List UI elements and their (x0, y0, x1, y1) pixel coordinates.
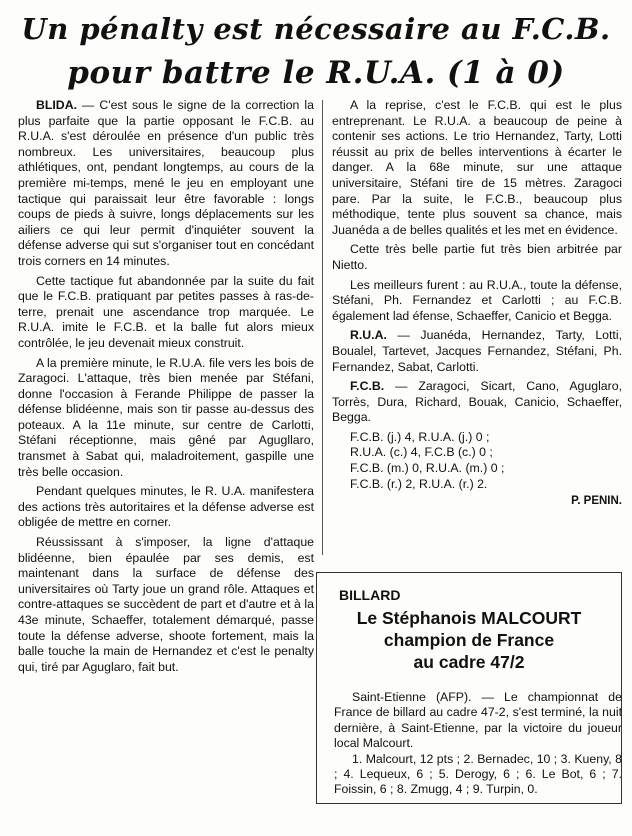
article-headline (0, 6, 632, 96)
lineup-fcb-label: F.C.B. (350, 379, 385, 394)
billard-dateline: Saint-Etienne (AFP). (352, 690, 472, 704)
lineup-fcb (332, 379, 622, 426)
paragraph-6: A la reprise, c'est le F.C.B. qui est le plus entreprenant. Le R.U.A. a beaucoup de peine à contenir ses actions. Le trio Hernandez, Tarty, Lotti réussit au prix de belles interventions à écarter le danger. A la 68e minute, sur une attaque universitaire, Stéfani tire de 15 mètres. Zaragoci pare. Par la suite, le F.C.B., beaucoup plus méthodique, tente plus souvent sa chance, mais Juanéda a de belles qualités et les met en évidence. (332, 98, 622, 237)
paragraph-3: A la première minute, le R.U.A. file vers les bois de Zaragoci. L'attaque, très bien menée par Stéfani, donne l'occasion à Ferande Philippe de passer la défense blidéenne, mais son tir passe au-dessus des poteaux. A la 11e minute, sur centre de Carlotti, Stéfani réceptionne, mais gêné par Agugllaro, transmet à Sabat qui, maladroitement, gaspille une très belle occasion. (18, 355, 314, 479)
billard-paragraph-text: — Le championnat de France de billard au cadre 47-2, s'est terminé, la nuit dernière, à Saint-Etienne, par la victoire du joueur local Malcourt. (334, 690, 622, 751)
result-line-1: F.C.B. (j.) 4, R.U.A. (j.) 0 ; (350, 429, 490, 444)
billard-paragraph (334, 690, 622, 752)
paragraph-7: Cette très belle partie fut très bien arbitrée par Nietto. (332, 242, 622, 272)
paragraph-4: Pendant quelques minutes, le R. U.A. manifestera des actions très autoritaires et la défense adverse est obligée de mettre en corner. (18, 484, 314, 530)
column-divider (322, 100, 323, 555)
billard-headline (317, 607, 621, 673)
dateline: BLIDA. (36, 98, 77, 112)
lineup-fcb-text: — Zaragoci, Sicart, Cano, Aguglaro, Torrès, Dura, Richard, Bouak, Canicio, Schaeffer, Begga. (332, 379, 622, 425)
billard-article (334, 690, 622, 798)
paragraph-1-text: — C'est sous le signe de la correction la plus parfaite que la partie opposant le F.C.B. au R.U.A. s'est déroulée en présence d'un public très nombreux. Les universitaires, beaucoup plus athlétiques, ont, pendant longtemps, au cours de la première mi-temps, mené le jeu en employant une tactique qui paraissait leur être favorable : longs coups de pieds à suivre, longs déplacements sur les ailiers ce qui leur permit d'inquiéter souvent la défense adverse qui sut s'organiser tout en concédant trois corners en 14 minutes. (18, 98, 314, 268)
billard-section-tag: BILLARD (339, 587, 401, 603)
lineup-rua-text: — Juanéda, Hernandez, Tarty, Lotti, Boualel, Tartevet, Jacques Fernandez, Stéfani, Ph. Fernandez, Sabat, Carlotti. (332, 328, 622, 374)
result-line-4: F.C.B. (r.) 2, R.U.A. (r.) 2. (350, 476, 488, 491)
paragraph-5: Réussissant à s'imposer, la ligne d'attaque blidéenne, bien épaulée par ses demis, est maintenant dans la surface de défense des universitaires où Tarty joue un grand rôle. Attaques et contre-attaques se succèdent de part et d'autre et à la 43e minute, Schaeffer, totalement démarqué, passe toute la défense adverse, shoote fortement, mais la balle touche la main de Hernandez et c'est le penalty qui, tiré par Aguglaro, fait but. (18, 535, 314, 674)
paragraph-1 (18, 98, 314, 270)
article-column-1 (18, 98, 314, 679)
paragraph-2: Cette tactique fut abandonnée par la suite du fait que le F.C.B. pratiquant par petites passes à ras-de-terre, prenait une ascendance trop marquée. Le R.U.A. imite le F.C.B. et la balle fut alors mieux contrôlée, le jeu devenait mieux construit. (18, 273, 314, 350)
lineup-rua-label: R.U.A. (350, 328, 387, 343)
billard-results: 1. Malcourt, 12 pts ; 2. Bernadec, 10 ; 3. Kueny, 8 ; 4. Lequeux, 6 ; 5. Derogy, 6 ; 6. Le Bot, 6 ; 7. Foissin, 6 ; 8. Zmugg, 4 ; 9. Turpin, 0. (334, 751, 622, 797)
article-column-2 (332, 98, 622, 514)
billard-headline-line-1: Le Stéphanois MALCOURT (356, 608, 582, 628)
billard-headline-line-3: au cadre 47/2 (413, 652, 525, 672)
headline-line-1: Un pénalty est nécessaire au F.C.B. (21, 12, 611, 46)
author-signature: P. PENIN. (571, 495, 622, 508)
lineup-rua (332, 328, 622, 375)
billard-headline-line-2: champion de France (383, 630, 555, 650)
paragraph-8: Les meilleurs furent : au R.U.A., toute la défense, Stéfani, Ph. Fernandez et Carlotti ; au F.C.B. également lad éfense, Schaeffer, Canicio et Begga. (332, 277, 622, 323)
result-line-3: F.C.B. (m.) 0, R.U.A. (m.) 0 ; (350, 461, 505, 476)
headline-line-2: pour battre le R.U.A. (1 à 0) (67, 55, 565, 91)
result-line-2: R.U.A. (c.) 4, F.C.B (c.) 0 ; (350, 445, 493, 460)
